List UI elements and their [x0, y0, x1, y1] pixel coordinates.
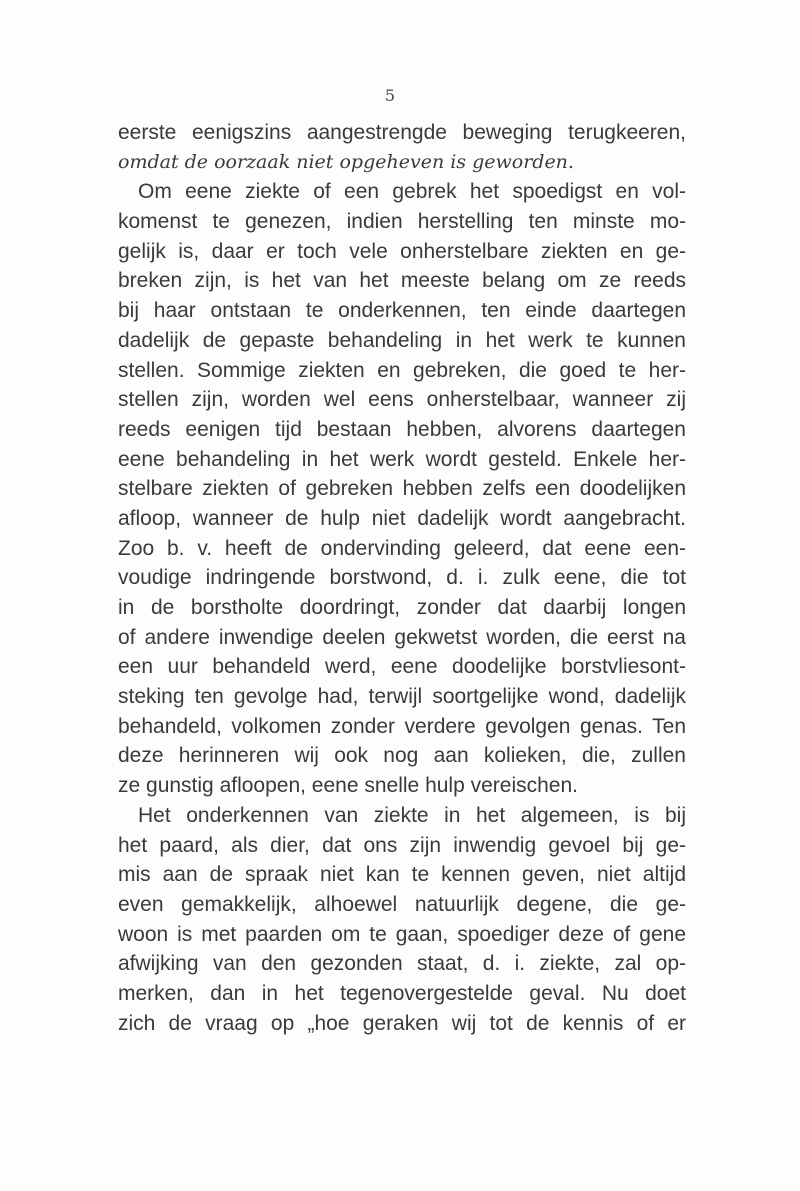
text-line: woon is met paarden om te gaan, spoediger deze of gene [118, 922, 686, 946]
text-line: het paard, als dier, dat ons zijn inwendig gevoel bij ge- [118, 833, 686, 857]
text-line: dadelijk de gepaste behandeling in het werk te kunnen [118, 328, 686, 352]
text-line: steking ten gevolge had, terwijl soortgelijke wond, dadelijk [118, 685, 686, 709]
text-line: reeds eenigen tijd bestaan hebben, alvorens daartegen [118, 417, 686, 441]
text-line: voudige indringende borstwond, d. i. zulk eene, die tot [118, 566, 686, 590]
text-line: zich de vraag op „hoe geraken wij tot de kennis of er [118, 1011, 686, 1035]
page-number: 5 [384, 86, 396, 105]
text-line: of andere inwendige deelen gekwetst worden, die eerst na [118, 625, 686, 649]
text-line: gelijk is, daar er toch vele onherstelbare ziekten en ge- [118, 239, 686, 263]
text-line: even gemakkelijk, alhoewel natuurlijk degene, die ge- [118, 892, 686, 916]
text-line: mis aan de spraak niet kan te kennen geven, niet altijd [118, 863, 686, 887]
text-line: deze herinneren wij ook nog aan kolieken, die, zullen [118, 744, 686, 768]
text-line: een uur behandeld werd, eene doodelijke borstvliesont- [118, 655, 686, 679]
text-line: merken, dan in het tegenovergestelde geval. Nu doet [118, 981, 686, 1005]
text-line: Om eene ziekte of een gebrek het spoedigst en vol- [138, 180, 686, 204]
text-line: eerste eenigszins aangestrengde beweging terugkeeren, [118, 121, 686, 144]
text-line: afwijking van den gezonden staat, d. i. ziekte, zal op- [118, 952, 686, 976]
text-line: breken zijn, is het van het meeste belang om ze reeds [118, 269, 686, 293]
text-line: ze gunstig afloopen, eene snelle hulp vereischen. [118, 774, 578, 798]
text-line: Het onderkennen van ziekte in het algemeen, is bij [138, 803, 686, 827]
text-line: komenst te genezen, indien herstelling ten minste mo- [118, 210, 686, 234]
text-line: bij haar ontstaan te onderkennen, ten einde daartegen [118, 299, 686, 323]
text-line: stellen zijn, worden wel eens onherstelbaar, wanneer zij [118, 388, 686, 412]
text-line: omdat de oorzaak niet opgeheven is geworden. [118, 150, 574, 173]
text-line: afloop, wanneer de hulp niet dadelijk wordt aangebracht. [118, 506, 686, 530]
text-line: in de borstholte doordringt, zonder dat daarbij longen [118, 596, 686, 619]
text-line: eene behandeling in het werk wordt gesteld. Enkele her- [118, 447, 686, 471]
body-text [118, 118, 686, 1038]
text-line: stelbare ziekten of gebreken hebben zelfs een doodelijken [118, 477, 686, 501]
text-line: behandeld, volkomen zonder verdere gevolgen genas. Ten [118, 714, 686, 738]
text-line: Zoo b. v. heeft de ondervinding geleerd, dat eene een- [118, 536, 686, 560]
text-line: stellen. Sommige ziekten en gebreken, die goed te her- [118, 358, 686, 382]
